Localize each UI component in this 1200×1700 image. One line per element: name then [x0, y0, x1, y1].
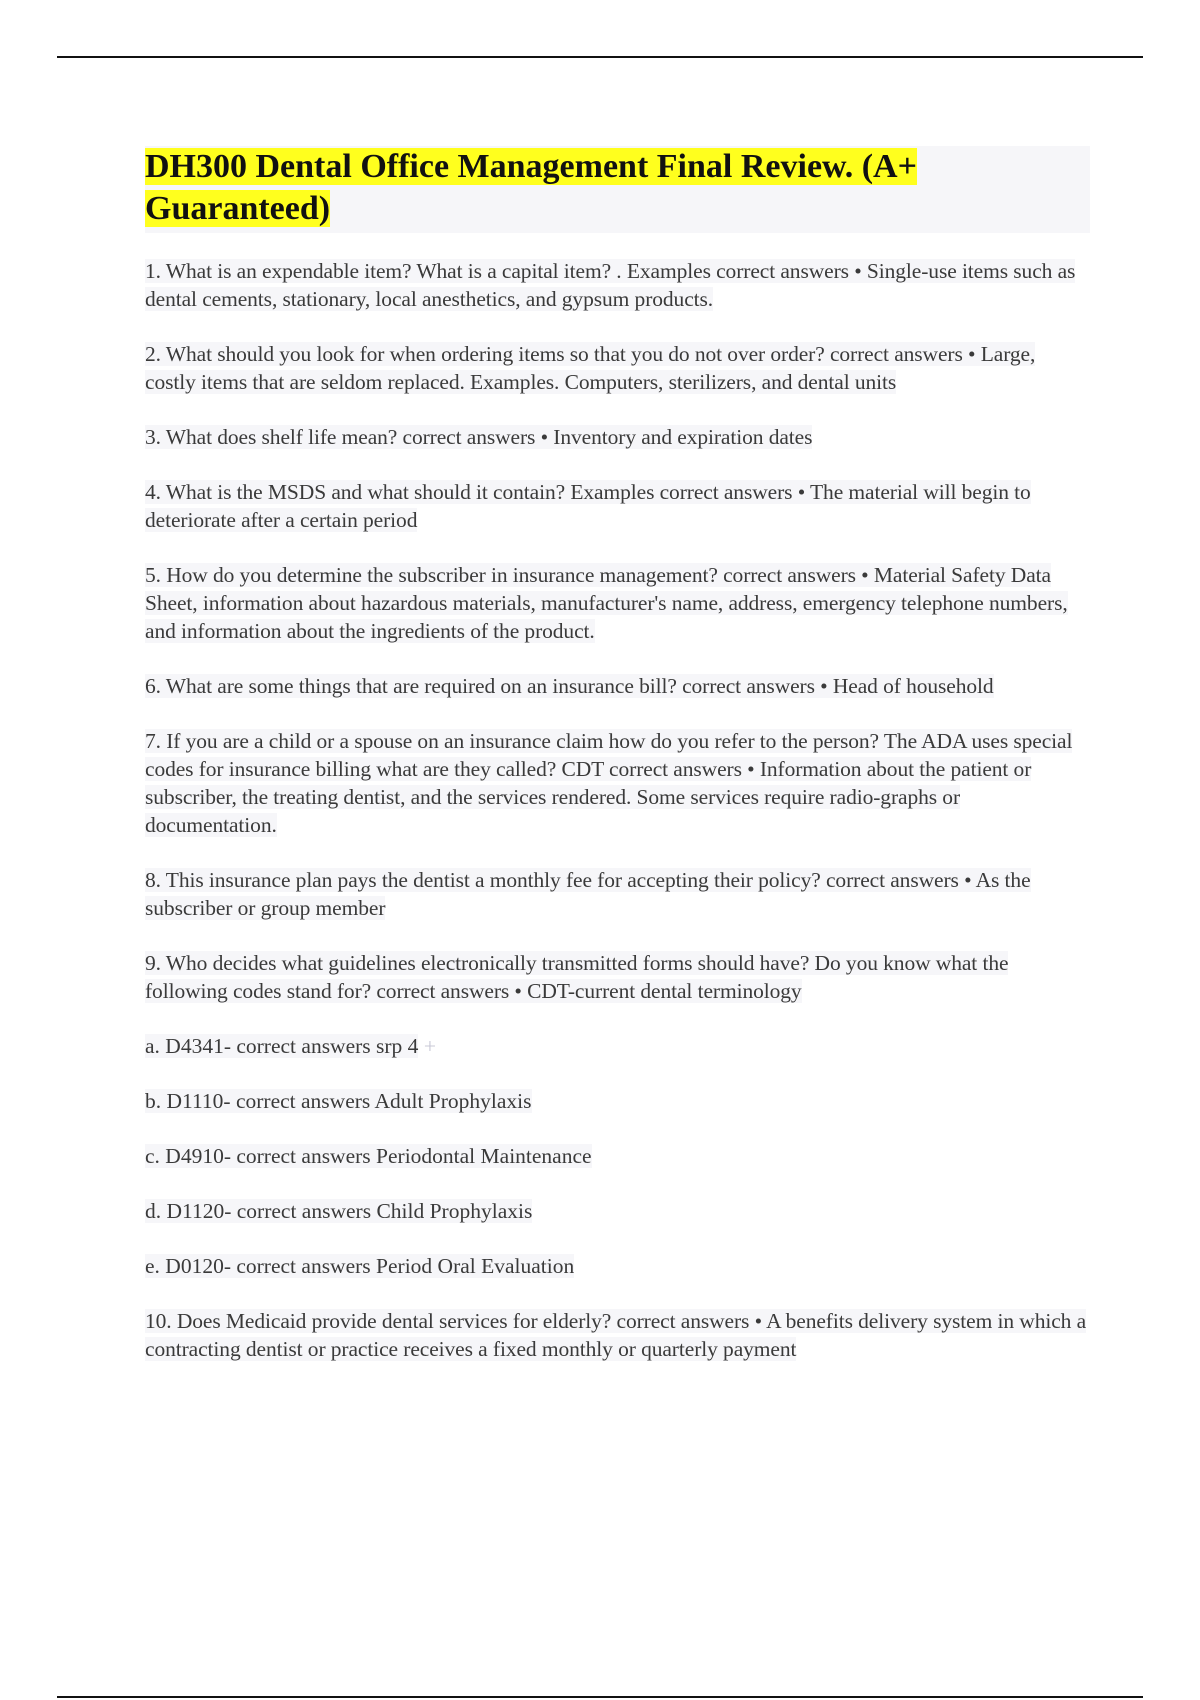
question-5: 5. How do you determine the subscriber in insurance management? correct answers • Material Safety Data Sheet, information about hazardous materials, manufacturer's name, address, emergency telephone numbers, and information about the ingredients of the product.: [145, 563, 1068, 643]
code-item-a: a. D4341- correct answers srp 4 +: [145, 1034, 436, 1058]
code-item-d: d. D1120- correct answers Child Prophylaxis: [145, 1199, 533, 1223]
question-3: 3. What does shelf life mean? correct answers • Inventory and expiration dates: [145, 425, 813, 449]
question-10: 10. Does Medicaid provide dental services for elderly? correct answers • A benefits delivery system in which a contracting dentist or practice receives a fixed monthly or quarterly payment: [145, 1309, 1087, 1361]
plus-mark: +: [423, 1034, 436, 1058]
question-9: 9. Who decides what guidelines electronically transmitted forms should have? Do you know what the following codes stand for? correct answers • CDT-current dental terminology: [145, 951, 1009, 1003]
question-1: 1. What is an expendable item? What is a capital item? . Examples correct answers • Single-use items such as dental cements, stationary, local anesthetics, and gypsum products.: [145, 259, 1076, 311]
question-4: 4. What is the MSDS and what should it contain? Examples correct answers • The material will begin to deteriorate after a certain period: [145, 480, 1031, 532]
bottom-rule: [57, 1696, 1143, 1698]
question-6: 6. What are some things that are required on an insurance bill? correct answers • Head of household: [145, 674, 994, 698]
question-2: 2. What should you look for when ordering items so that you do not over order? correct answers • Large, costly items that are seldom replaced. Examples. Computers, sterilizers, and dental units: [145, 342, 1036, 394]
code-item-e: e. D0120- correct answers Period Oral Evaluation: [145, 1254, 575, 1278]
code-item-c: c. D4910- correct answers Periodontal Maintenance: [145, 1144, 592, 1168]
document-title: DH300 Dental Office Management Final Review. (A+ Guaranteed): [145, 148, 917, 227]
top-rule: [57, 56, 1143, 58]
question-8: 8. This insurance plan pays the dentist a monthly fee for accepting their policy? correct answers • As the subscriber or group member: [145, 868, 1031, 920]
title-block: [145, 146, 1090, 233]
document-body: [145, 146, 1090, 1390]
code-item-b: b. D1110- correct answers Adult Prophylaxis: [145, 1089, 532, 1113]
question-7: 7. If you are a child or a spouse on an insurance claim how do you refer to the person? The ADA uses special codes for insurance billing what are they called? CDT correct answers • Information about the patient or subscriber, the treating dentist, and the services rendered. Some services require radio-graphs or documentation.: [145, 729, 1073, 837]
